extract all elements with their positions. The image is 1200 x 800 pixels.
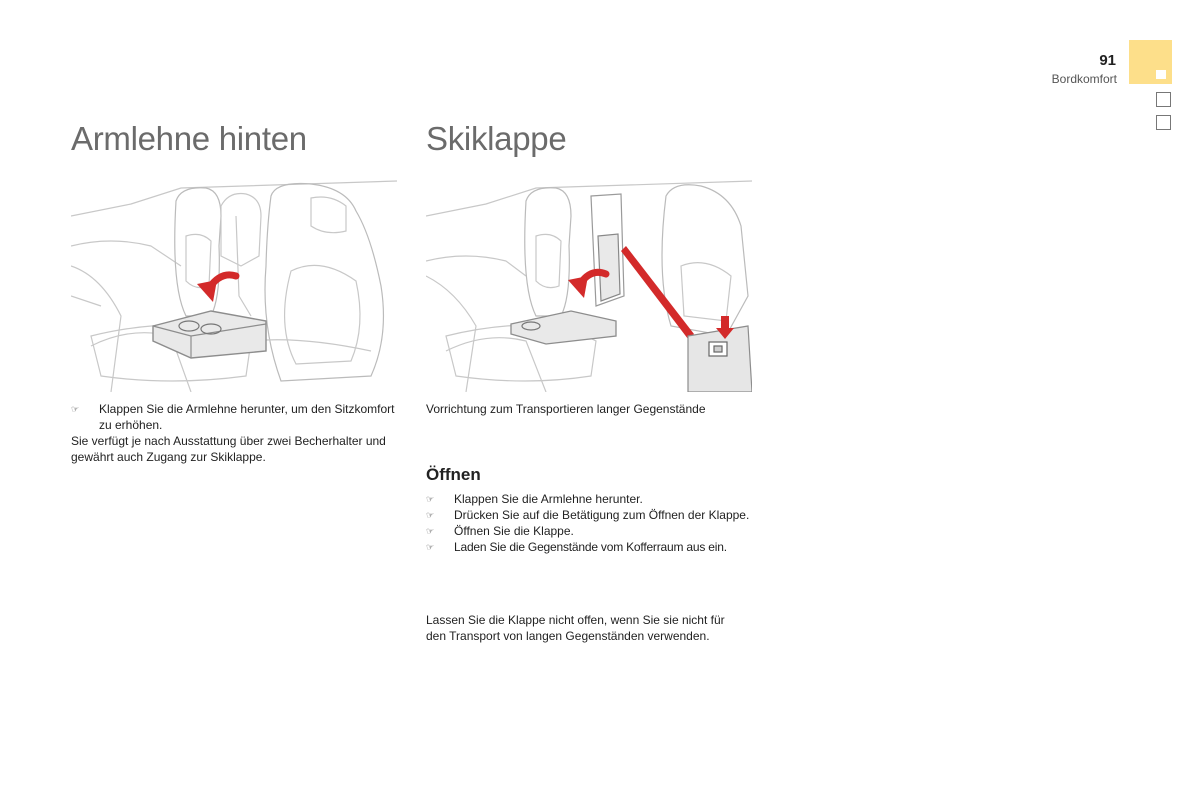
open-heading: Öffnen [426,465,481,484]
ski-hatch-illustration [426,176,752,392]
list-item [426,507,756,523]
pointing-hand-icon: ☞ [426,526,435,536]
list-item [426,539,756,555]
chapter-tab-active [1129,40,1172,84]
tab-marker [1156,70,1166,79]
list-item [71,401,401,433]
ski-hatch-caption: Vorrichtung zum Transportieren langer Gegenstände [426,402,706,416]
list-item [426,523,756,539]
ski-hatch-warning: Lassen Sie die Klappe nicht offen, wenn Sie sie nicht für den Transport von langen Gegenständen verwenden. [426,613,725,643]
ski-hatch-title: Skiklappe [426,120,567,157]
open-step-text: Laden Sie die Gegenstände vom Kofferraum aus ein. [454,540,727,554]
list-item [426,491,756,507]
armrest-step-text: Klappen Sie die Armlehne herunter, um den Sitzkomfort zu erhöhen. [99,402,395,432]
pointing-hand-icon: ☞ [426,510,435,520]
chapter-tab-box-2 [1156,115,1171,130]
open-step-text: Öffnen Sie die Klappe. [454,524,574,538]
pointing-hand-icon: ☞ [71,404,80,414]
pointing-hand-icon: ☞ [426,542,435,552]
chapter-tab-box-1 [1156,92,1171,107]
section-name: Bordkomfort [1051,72,1117,86]
pointing-hand-icon: ☞ [426,494,435,504]
armrest-title: Armlehne hinten [71,120,307,157]
page-number: 91 [1099,52,1116,69]
open-step-text: Klappen Sie die Armlehne herunter. [454,492,643,506]
open-step-text: Drücken Sie auf die Betätigung zum Öffnen der Klappe. [454,508,750,522]
armrest-note: Sie verfügt je nach Ausstattung über zwei Becherhalter und gewährt auch Zugang zur Skiklappe. [71,434,386,464]
open-steps [426,491,756,555]
armrest-illustration [71,176,397,392]
armrest-steps [71,401,401,433]
